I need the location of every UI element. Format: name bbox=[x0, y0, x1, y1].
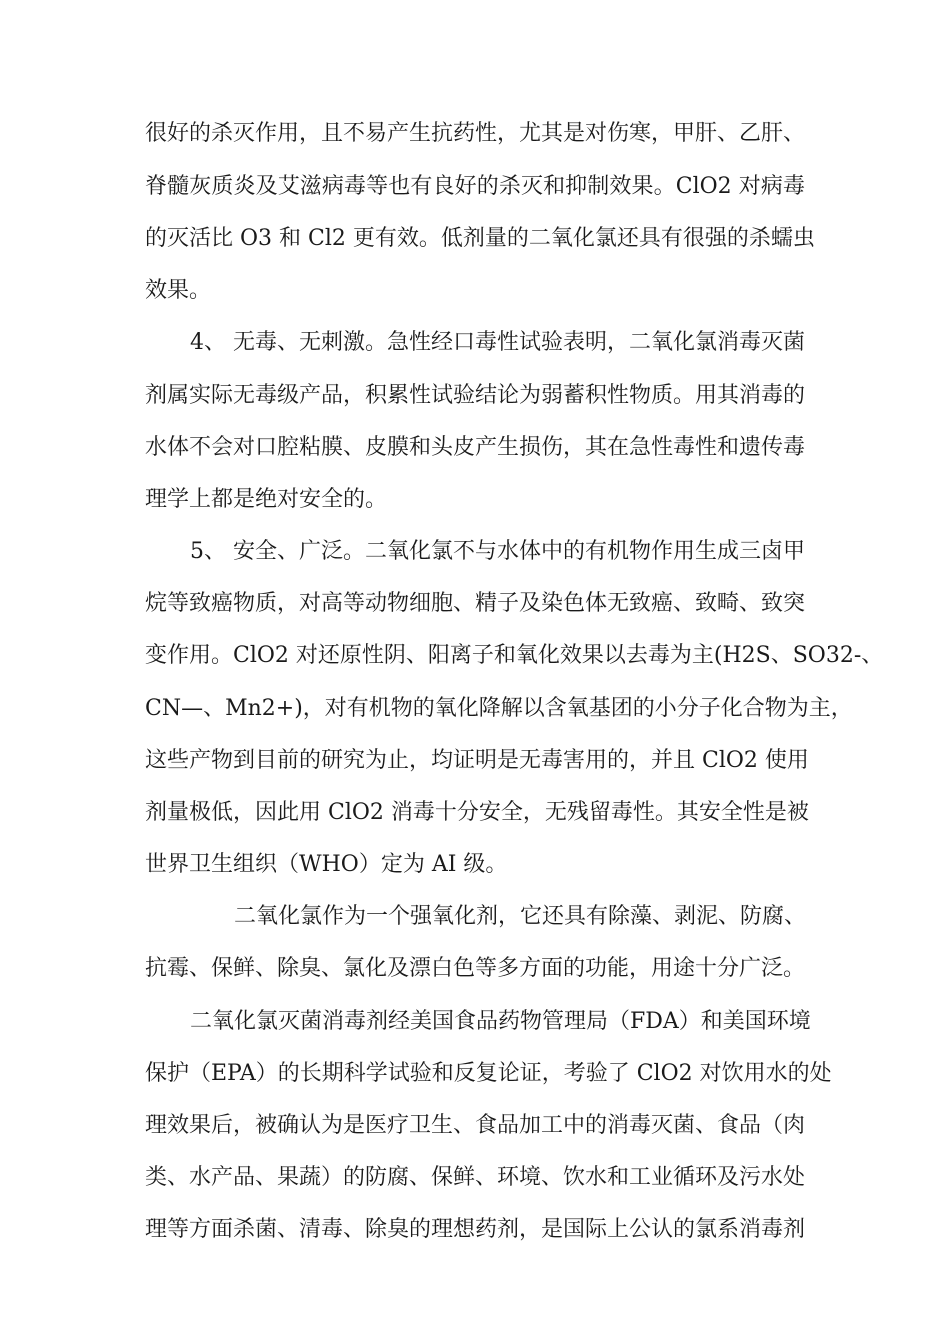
text-line: 4、 无毒、无刺激。急性经口毒性试验表明，二氧化氯消毒灭菌 bbox=[190, 330, 805, 355]
text-line: 抗霉、保鲜、除臭、氯化及漂白色等多方面的功能，用途十分广泛。 bbox=[145, 956, 806, 981]
text-line: 这些产物到目前的研究为止，均证明是无毒害用的，并且 ClO2 使用 bbox=[145, 748, 809, 773]
text-line: 理等方面杀菌、清毒、除臭的理想药剂，是国际上公认的氯系消毒剂 bbox=[145, 1217, 806, 1242]
text-line: 二氧化氯作为一个强氧化剂，它还具有除藻、剥泥、防腐、 bbox=[234, 904, 807, 929]
text-line: 脊髓灰质炎及艾滋病毒等也有良好的杀灭和抑制效果。ClO2 对病毒 bbox=[145, 174, 805, 199]
text-line: 世界卫生组织（WHO）定为 AI 级。 bbox=[145, 852, 508, 877]
text-line: 理学上都是绝对安全的。 bbox=[145, 487, 388, 512]
text-line: 5、 安全、广泛。二氧化氯不与水体中的有机物作用生成三卤甲 bbox=[190, 539, 805, 564]
text-line: 的灭活比 O3 和 Cl2 更有效。低剂量的二氧化氯还具有很强的杀蠕虫 bbox=[145, 226, 815, 251]
text-line: 理效果后，被确认为是医疗卫生、食品加工中的消毒灭菌、食品（肉 bbox=[145, 1113, 806, 1138]
text-line: 类、水产品、果蔬）的防腐、保鲜、环境、饮水和工业循环及污水处 bbox=[145, 1165, 806, 1190]
text-line: 剂量极低，因此用 ClO2 消毒十分安全，无残留毒性。其安全性是被 bbox=[145, 800, 809, 825]
text-line: 很好的杀灭作用，且不易产生抗药性，尤其是对伤寒，甲肝、乙肝、 bbox=[145, 121, 806, 146]
text-line: 二氧化氯灭菌消毒剂经美国食品药物管理局（FDA）和美国环境 bbox=[190, 1009, 811, 1034]
text-line: 变作用。ClO2 对还原性阴、阳离子和氧化效果以去毒为主(H2S、SO32-、 bbox=[145, 643, 884, 668]
text-line: 效果。 bbox=[145, 278, 212, 303]
text-line: 水体不会对口腔粘膜、皮膜和头皮产生损伤，其在急性毒性和遗传毒 bbox=[145, 435, 806, 460]
text-line: CN—、Mn2+)，对有机物的氧化降解以含氧基团的小分子化合物为主， bbox=[145, 696, 853, 721]
text-line: 烷等致癌物质，对高等动物细胞、精子及染色体无致癌、致畸、致突 bbox=[145, 591, 806, 616]
text-line: 剂属实际无毒级产品，积累性试验结论为弱蓄积性物质。用其消毒的 bbox=[145, 383, 806, 408]
text-line: 保护（EPA）的长期科学试验和反复论证，考验了 ClO2 对饮用水的处 bbox=[145, 1061, 832, 1086]
